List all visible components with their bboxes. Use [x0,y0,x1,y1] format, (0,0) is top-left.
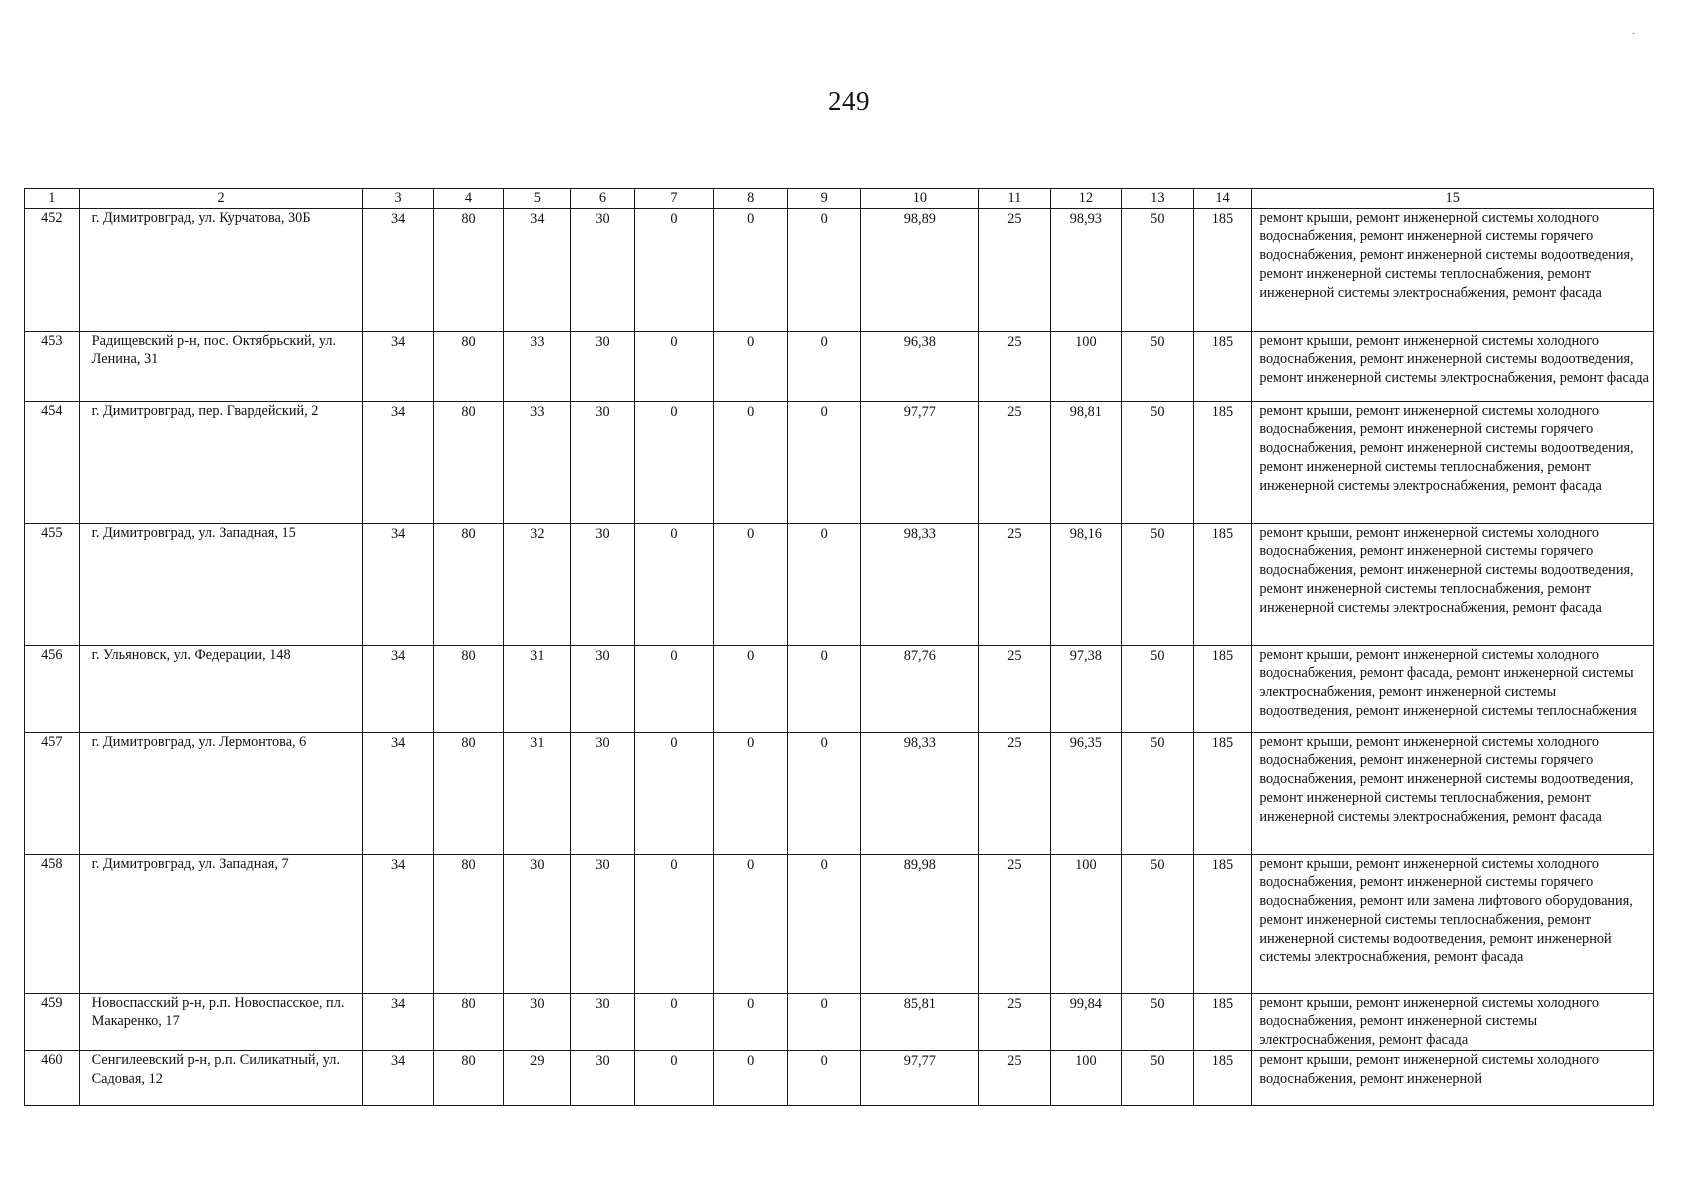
value-cell: 0 [714,401,788,523]
value-cell: 0 [714,854,788,993]
value-cell: 25 [979,523,1050,645]
address-cell: г. Димитровград, пер. Гвардейский, 2 [79,401,363,523]
value-cell: 185 [1193,1050,1252,1105]
value-cell: 0 [714,993,788,1050]
value-cell: 98,93 [1050,208,1121,331]
table-row [25,331,1654,401]
row-number-cell: 453 [25,331,80,401]
works-cell: ремонт крыши, ремонт инженерной системы холодного водоснабжения, ремонт инженерной системы электроснабжения, ремонт фасада [1252,993,1654,1050]
value-cell: 31 [504,645,571,732]
value-cell: 34 [363,1050,433,1105]
works-cell: ремонт крыши, ремонт инженерной системы холодного водоснабжения, ремонт инженерной системы горячего водоснабжения, ремонт инженерной системы водоотведения, ремонт инженерной системы теплоснабжения, ремонт инженерной системы электроснабжения, ремонт фасада [1252,208,1654,331]
address-cell: г. Ульяновск, ул. Федерации, 148 [79,645,363,732]
value-cell: 50 [1122,854,1193,993]
value-cell: 98,16 [1050,523,1121,645]
value-cell: 50 [1122,993,1193,1050]
value-cell: 25 [979,732,1050,854]
value-cell: 98,33 [861,732,979,854]
column-header: 15 [1252,189,1654,209]
value-cell: 80 [433,645,503,732]
value-cell: 0 [634,854,714,993]
works-cell: ремонт крыши, ремонт инженерной системы холодного водоснабжения, ремонт инженерной [1252,1050,1654,1105]
row-number-cell: 454 [25,401,80,523]
value-cell: 0 [634,1050,714,1105]
value-cell: 25 [979,993,1050,1050]
value-cell: 99,84 [1050,993,1121,1050]
header-row [25,189,1654,209]
value-cell: 0 [787,732,861,854]
table-row [25,523,1654,645]
address-cell: г. Димитровград, ул. Курчатова, 30Б [79,208,363,331]
value-cell: 97,77 [861,1050,979,1105]
value-cell: 100 [1050,1050,1121,1105]
value-cell: 50 [1122,732,1193,854]
column-header: 5 [504,189,571,209]
value-cell: 0 [714,732,788,854]
value-cell: 80 [433,331,503,401]
value-cell: 30 [571,993,634,1050]
value-cell: 0 [787,331,861,401]
row-number-cell: 458 [25,854,80,993]
value-cell: 30 [571,854,634,993]
table-row [25,208,1654,331]
page-number: 249 [828,86,870,116]
column-header: 6 [571,189,634,209]
value-cell: 80 [433,732,503,854]
value-cell: 25 [979,401,1050,523]
value-cell: 185 [1193,732,1252,854]
value-cell: 29 [504,1050,571,1105]
value-cell: 98,81 [1050,401,1121,523]
value-cell: 50 [1122,1050,1193,1105]
value-cell: 34 [363,732,433,854]
value-cell: 34 [363,401,433,523]
value-cell: 0 [714,523,788,645]
value-cell: 0 [634,993,714,1050]
address-cell: г. Димитровград, ул. Западная, 15 [79,523,363,645]
value-cell: 25 [979,1050,1050,1105]
column-header: 1 [25,189,80,209]
column-header: 9 [787,189,861,209]
value-cell: 0 [714,331,788,401]
value-cell: 25 [979,331,1050,401]
table-row [25,401,1654,523]
value-cell: 80 [433,1050,503,1105]
value-cell: 30 [571,401,634,523]
row-number-cell: 452 [25,208,80,331]
value-cell: 34 [363,993,433,1050]
value-cell: 0 [787,208,861,331]
value-cell: 185 [1193,645,1252,732]
value-cell: 0 [634,523,714,645]
value-cell: 0 [787,1050,861,1105]
value-cell: 50 [1122,331,1193,401]
value-cell: 30 [571,208,634,331]
table-row [25,993,1654,1050]
works-cell: ремонт крыши, ремонт инженерной системы холодного водоснабжения, ремонт инженерной системы горячего водоснабжения, ремонт инженерной системы водоотведения, ремонт инженерной системы теплоснабжения, ремонт инженерной системы электроснабжения, ремонт фасада [1252,401,1654,523]
value-cell: 50 [1122,401,1193,523]
column-header: 10 [861,189,979,209]
address-cell: г. Димитровград, ул. Западная, 7 [79,854,363,993]
value-cell: 50 [1122,523,1193,645]
value-cell: 98,89 [861,208,979,331]
register-table [24,188,1654,1106]
value-cell: 0 [787,854,861,993]
works-cell: ремонт крыши, ремонт инженерной системы холодного водоснабжения, ремонт инженерной системы горячего водоснабжения, ремонт инженерной системы водоотведения, ремонт инженерной системы теплоснабжения, ремонт инженерной системы электроснабжения, ремонт фасада [1252,523,1654,645]
works-cell: ремонт крыши, ремонт инженерной системы холодного водоснабжения, ремонт фасада, ремонт инженерной системы электроснабжения, ремонт инженерной системы водоотведения, ремонт инженерной системы теплоснабжения [1252,645,1654,732]
value-cell: 30 [571,331,634,401]
value-cell: 185 [1193,993,1252,1050]
works-cell: ремонт крыши, ремонт инженерной системы холодного водоснабжения, ремонт инженерной системы водоотведения, ремонт инженерной системы электроснабжения, ремонт фасада [1252,331,1654,401]
value-cell: 0 [714,208,788,331]
works-cell: ремонт крыши, ремонт инженерной системы холодного водоснабжения, ремонт инженерной системы горячего водоснабжения, ремонт инженерной системы водоотведения, ремонт инженерной системы теплоснабжения, ремонт инженерной системы электроснабжения, ремонт фасада [1252,732,1654,854]
value-cell: 25 [979,854,1050,993]
value-cell: 0 [787,993,861,1050]
value-cell: 34 [363,645,433,732]
address-cell: Новоспасский р-н, р.п. Новоспасское, пл. Макаренко, 17 [79,993,363,1050]
row-number-cell: 455 [25,523,80,645]
corner-mark: . [1632,26,1635,37]
value-cell: 89,98 [861,854,979,993]
value-cell: 32 [504,523,571,645]
value-cell: 33 [504,401,571,523]
column-header: 13 [1122,189,1193,209]
value-cell: 0 [714,645,788,732]
value-cell: 34 [363,854,433,993]
value-cell: 98,33 [861,523,979,645]
value-cell: 0 [634,208,714,331]
works-cell: ремонт крыши, ремонт инженерной системы холодного водоснабжения, ремонт инженерной системы горячего водоснабжения, ремонт или замена лифтового оборудования, ремонт инженерной системы теплоснабжения, ремонт инженерной системы водоотведения, ремонт инженерной системы электроснабжения, ремонт фасада [1252,854,1654,993]
address-cell: Радищевский р-н, пос. Октябрьский, ул. Ленина, 31 [79,331,363,401]
value-cell: 34 [363,523,433,645]
value-cell: 30 [571,1050,634,1105]
value-cell: 25 [979,208,1050,331]
column-header: 2 [79,189,363,209]
value-cell: 0 [634,331,714,401]
value-cell: 0 [634,732,714,854]
value-cell: 30 [504,993,571,1050]
value-cell: 50 [1122,645,1193,732]
value-cell: 30 [504,854,571,993]
value-cell: 31 [504,732,571,854]
column-header: 8 [714,189,788,209]
column-header: 7 [634,189,714,209]
value-cell: 96,38 [861,331,979,401]
row-number-cell: 460 [25,1050,80,1105]
value-cell: 100 [1050,331,1121,401]
value-cell: 0 [714,1050,788,1105]
value-cell: 185 [1193,854,1252,993]
value-cell: 0 [787,401,861,523]
value-cell: 96,35 [1050,732,1121,854]
value-cell: 80 [433,523,503,645]
value-cell: 80 [433,208,503,331]
value-cell: 87,76 [861,645,979,732]
value-cell: 185 [1193,523,1252,645]
value-cell: 185 [1193,208,1252,331]
value-cell: 185 [1193,331,1252,401]
value-cell: 0 [634,401,714,523]
address-cell: г. Димитровград, ул. Лермонтова, 6 [79,732,363,854]
table-body [25,208,1654,1105]
value-cell: 85,81 [861,993,979,1050]
column-header: 3 [363,189,433,209]
table-row [25,732,1654,854]
value-cell: 34 [363,208,433,331]
value-cell: 0 [787,523,861,645]
value-cell: 30 [571,732,634,854]
value-cell: 80 [433,993,503,1050]
value-cell: 97,38 [1050,645,1121,732]
value-cell: 185 [1193,401,1252,523]
value-cell: 50 [1122,208,1193,331]
value-cell: 80 [433,854,503,993]
column-header: 12 [1050,189,1121,209]
value-cell: 34 [363,331,433,401]
value-cell: 80 [433,401,503,523]
column-header: 4 [433,189,503,209]
row-number-cell: 456 [25,645,80,732]
value-cell: 0 [787,645,861,732]
column-header: 11 [979,189,1050,209]
value-cell: 100 [1050,854,1121,993]
value-cell: 25 [979,645,1050,732]
table-row [25,1050,1654,1105]
address-cell: Сенгилеевский р-н, р.п. Силикатный, ул. Садовая, 12 [79,1050,363,1105]
row-number-cell: 459 [25,993,80,1050]
value-cell: 34 [504,208,571,331]
value-cell: 97,77 [861,401,979,523]
table-row [25,645,1654,732]
column-header: 14 [1193,189,1252,209]
table-row [25,854,1654,993]
value-cell: 0 [634,645,714,732]
value-cell: 30 [571,645,634,732]
value-cell: 33 [504,331,571,401]
row-number-cell: 457 [25,732,80,854]
value-cell: 30 [571,523,634,645]
